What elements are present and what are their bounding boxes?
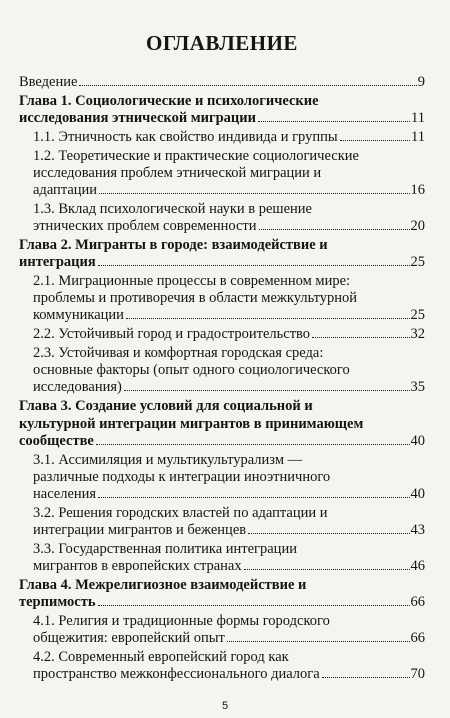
toc-entry-title: 1.1. Этничность как свойство индивида и группы [33, 129, 338, 145]
toc-entry-last-line [19, 254, 425, 271]
toc-entry-title-line: пространство межконфессионального диалога [33, 666, 320, 682]
toc-entry-title-line: коммуникации [33, 307, 124, 323]
page-title: ОГЛАВЛЕНИЕ [146, 31, 298, 55]
toc-entry-chapter-1 [19, 93, 425, 127]
toc-entry-last-line [19, 307, 425, 324]
toc-entry-chapter-3 [19, 398, 425, 450]
toc-entry-section-1-1 [19, 129, 425, 146]
toc-entry-title-line: 1.3. Вклад психологической науки в решение [33, 201, 312, 217]
toc-entry-section-2-1 [19, 273, 425, 324]
leader-dots [124, 390, 410, 391]
toc-entry-title-line: различные подходы к интеграции иноэтничного [33, 469, 331, 485]
toc-entry-last-line [19, 379, 425, 396]
toc-entry-last-line [19, 182, 425, 199]
leader-dots [96, 444, 410, 445]
toc-entry-last-line [19, 558, 425, 575]
toc-entry-title-line: этнических проблем современности [33, 218, 257, 234]
toc-entry-section-2-3 [19, 345, 425, 396]
leader-dots [258, 121, 410, 122]
toc-entry-title-line: 1.2. Теоретические и практические социологические [33, 148, 359, 164]
leader-dots [98, 605, 410, 606]
toc-entry-title-line: населения [33, 486, 97, 502]
toc-entry-title: Введение [19, 74, 78, 90]
toc-entry-title-line: культурной интеграции мигрантов в принимающем [19, 416, 364, 432]
toc-entry-title-line: Глава 1. Социологические и психологические [19, 93, 319, 109]
toc-entry-last-line [19, 630, 425, 647]
toc-entry-title-line: 3.3. Государственная политика интеграции [33, 541, 297, 557]
page-number: 5 [221, 700, 229, 712]
toc-page-number: 43 [410, 522, 425, 538]
leader-dots [227, 641, 410, 642]
toc-page-number: 32 [410, 326, 425, 342]
toc-page-number: 35 [410, 379, 425, 395]
toc-entry-section-2-2 [19, 326, 425, 343]
toc-entry-title: 2.2. Устойчивый город и градостроительство [33, 326, 311, 342]
toc-entry-section-3-3 [19, 541, 425, 575]
leader-dots [248, 533, 409, 534]
toc-entry-last-line [19, 594, 425, 611]
leader-dots [259, 229, 410, 230]
toc-entry-last-line [19, 486, 425, 503]
toc-entry-title-line: Глава 3. Создание условий для социальной и [19, 398, 313, 414]
toc-entry-last-line [19, 666, 425, 683]
toc-page-number: 70 [410, 666, 425, 682]
toc-entry-chapter-4 [19, 577, 425, 611]
toc-entry-section-1-2 [19, 148, 425, 199]
toc-entry-title-line: интеграция [19, 254, 96, 270]
leader-dots [98, 265, 410, 266]
toc-entry-section-3-1 [19, 452, 425, 503]
toc-entry-title-line: 3.2. Решения городских властей по адаптации и [33, 505, 328, 521]
toc-entry-introduction [19, 74, 425, 91]
toc-entry-title-line: исследования этнической миграции [19, 110, 256, 126]
toc-entry-title-line: проблемы и противоречия в области межкультурной [33, 290, 358, 306]
toc-page-number: 40 [410, 486, 425, 502]
toc-entry-title-line: Глава 4. Межрелигиозное взаимодействие и [19, 577, 307, 593]
table-of-contents [19, 74, 425, 683]
leader-dots [126, 318, 410, 319]
toc-entry-title-line: сообществе [19, 433, 94, 449]
leader-dots [99, 193, 409, 194]
toc-entry-title-line: адаптации [33, 182, 98, 198]
toc-entry-title-line: основные факторы (опыт одного социологического [33, 362, 350, 378]
toc-entry-title-line: терпимость [19, 594, 96, 610]
leader-dots [312, 337, 409, 338]
toc-entry-title-line: 4.2. Современный европейский город как [33, 649, 289, 665]
leader-dots [322, 677, 410, 678]
toc-page-number: 20 [410, 218, 425, 234]
toc-page-number: 40 [410, 433, 425, 449]
toc-page-number: 16 [410, 182, 425, 198]
toc-page-number: 66 [410, 594, 425, 610]
toc-page-number: 11 [411, 110, 425, 126]
toc-entry-title-line: мигрантов в европейских странах [33, 558, 242, 574]
toc-entry-title-line: исследования проблем этнической миграции и [33, 165, 322, 181]
toc-entry-title-line: 2.3. Устойчивая и комфортная городская среда: [33, 345, 324, 361]
toc-entry-chapter-2 [19, 237, 425, 271]
toc-page-number: 66 [410, 630, 425, 646]
toc-entry-title-line: исследования) [33, 379, 122, 395]
toc-entry-last-line [19, 110, 425, 127]
toc-entry-last-line [19, 433, 425, 450]
toc-entry-title-line: интеграции мигрантов и беженцев [33, 522, 247, 538]
toc-page-number: 25 [410, 254, 425, 270]
toc-entry-title-line: Глава 2. Мигранты в городе: взаимодействие и [19, 237, 328, 253]
leader-dots [79, 85, 416, 86]
leader-dots [340, 140, 410, 141]
toc-entry-title-line: 2.1. Миграционные процессы в современном мире: [33, 273, 351, 289]
toc-entry-section-1-3 [19, 201, 425, 235]
toc-page-number: 46 [410, 558, 425, 574]
toc-page-number: 9 [417, 74, 425, 90]
toc-entry-section-3-2 [19, 505, 425, 539]
leader-dots [244, 569, 410, 570]
toc-entry-title-line: общежития: европейский опыт [33, 630, 225, 646]
toc-page-number: 11 [411, 129, 425, 145]
toc-entry-title-line: 3.1. Ассимиляция и мультикультурализм — [33, 452, 303, 468]
leader-dots [98, 497, 409, 498]
toc-entry-section-4-1 [19, 613, 425, 647]
toc-entry-last-line [19, 522, 425, 539]
toc-entry-title-line: 4.1. Религия и традиционные формы городского [33, 613, 330, 629]
toc-entry-last-line [19, 218, 425, 235]
toc-entry-section-4-2 [19, 649, 425, 683]
toc-page-number: 25 [410, 307, 425, 323]
